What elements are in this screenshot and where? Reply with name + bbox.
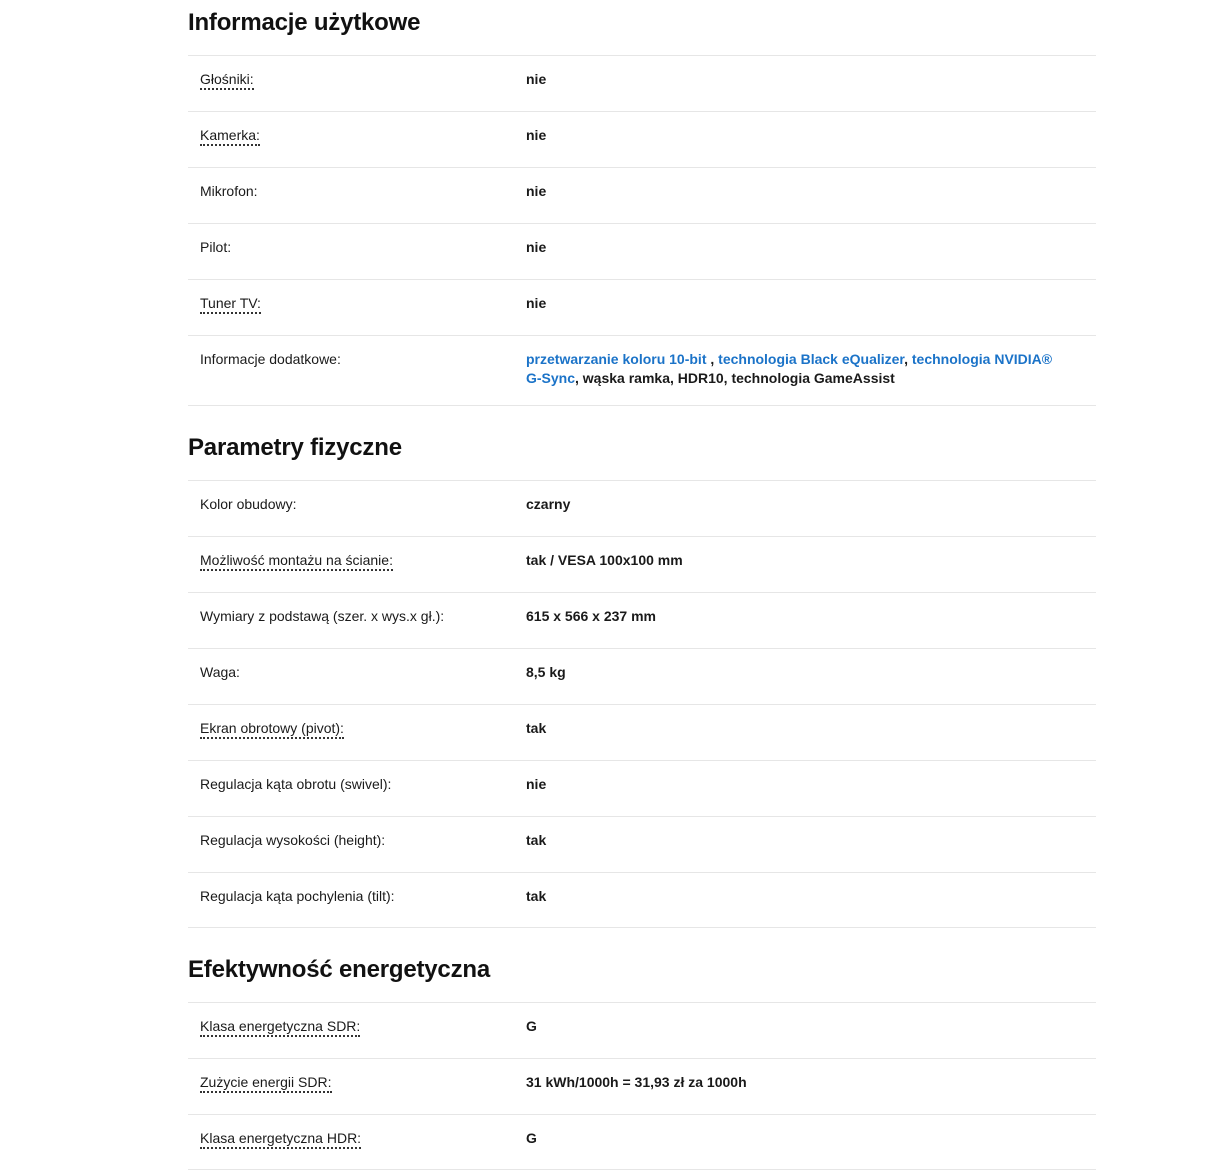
spec-value: nie [526,183,547,199]
spec-row-swivel [188,760,1096,816]
spec-row-tuner-tv [188,279,1096,335]
section-title-parametry: Parametry fizyczne [188,434,402,461]
spec-row-informacje-dodatkowe [188,335,1096,406]
section-title-informacje: Informacje użytkowe [188,9,421,36]
spec-label-tooltip[interactable]: Możliwość montażu na ścianie: [200,552,393,571]
spec-value: tak [526,832,547,848]
spec-value: nie [526,239,547,255]
spec-label: Waga: [200,664,240,680]
spec-label-tooltip[interactable]: Klasa energetyczna HDR: [200,1130,361,1149]
spec-row-pivot [188,704,1096,760]
spec-value: 31 kWh/1000h = 31,93 zł za 1000h [526,1074,747,1090]
spec-row-klasa-hdr [188,1114,1096,1170]
feature-link-black-equalizer[interactable]: technologia Black eQualizer [718,351,905,367]
spec-value: nie [526,71,547,87]
feature-text-rest: wąska ramka, HDR10, technologia GameAssist [582,370,895,386]
spec-label-tooltip[interactable]: Kamerka: [200,127,260,146]
spec-label: Mikrofon: [200,183,258,199]
spec-row-mikrofon [188,167,1096,223]
spec-label-tooltip[interactable]: Klasa energetyczna SDR: [200,1018,360,1037]
spec-row-wymiary [188,592,1096,648]
spec-label: Wymiary z podstawą (szer. x wys.x gł.): [200,608,445,624]
spec-label-tooltip[interactable]: Zużycie energii SDR: [200,1074,332,1093]
spec-value: 615 x 566 x 237 mm [526,608,656,624]
spec-label: Pilot: [200,239,232,255]
section-title-efektywnosc: Efektywność energetyczna [188,956,490,983]
spec-row-tilt [188,872,1096,928]
spec-label-tooltip[interactable]: Ekran obrotowy (pivot): [200,720,344,739]
spec-value: tak [526,720,547,736]
feature-link-nvidia-gsync[interactable]: technologia NVIDIA® G-Sync [526,351,1053,386]
spec-value: G [526,1130,537,1146]
spec-row-klasa-sdr [188,1002,1096,1058]
spec-value: nie [526,295,547,311]
feature-link-10bit[interactable]: przetwarzanie koloru 10-bit [526,351,707,367]
spec-value-additional: przetwarzanie koloru 10-bit , technologia Black eQualizer, technologia NVIDIA® G-Sync, wąska ramka, HDR10, technologia GameAssist [526,351,1053,386]
spec-label: Regulacja wysokości (height): [200,832,386,848]
spec-row-zuzycie-sdr [188,1058,1096,1114]
spec-value: G [526,1018,537,1034]
spec-value: nie [526,127,547,143]
spec-row-height [188,816,1096,872]
spec-value: nie [526,776,547,792]
spec-row-pilot [188,223,1096,279]
spec-value: tak / VESA 100x100 mm [526,552,683,568]
spec-label: Informacje dodatkowe: [200,351,341,367]
spec-row-kamerka [188,111,1096,167]
spec-value: tak [526,888,547,904]
spec-label: Regulacja kąta obrotu (swivel): [200,776,392,792]
spec-label-tooltip[interactable]: Głośniki: [200,71,254,90]
spec-row-glosniki [188,55,1096,111]
spec-label-tooltip[interactable]: Tuner TV: [200,295,261,314]
spec-value: 8,5 kg [526,664,566,680]
spec-label: Kolor obudowy: [200,496,297,512]
spec-row-waga [188,648,1096,704]
spec-row-kolor [188,480,1096,536]
spec-row-montaz [188,536,1096,592]
specs-container [188,0,1096,1170]
spec-label: Regulacja kąta pochylenia (tilt): [200,888,395,904]
spec-value: czarny [526,496,571,512]
